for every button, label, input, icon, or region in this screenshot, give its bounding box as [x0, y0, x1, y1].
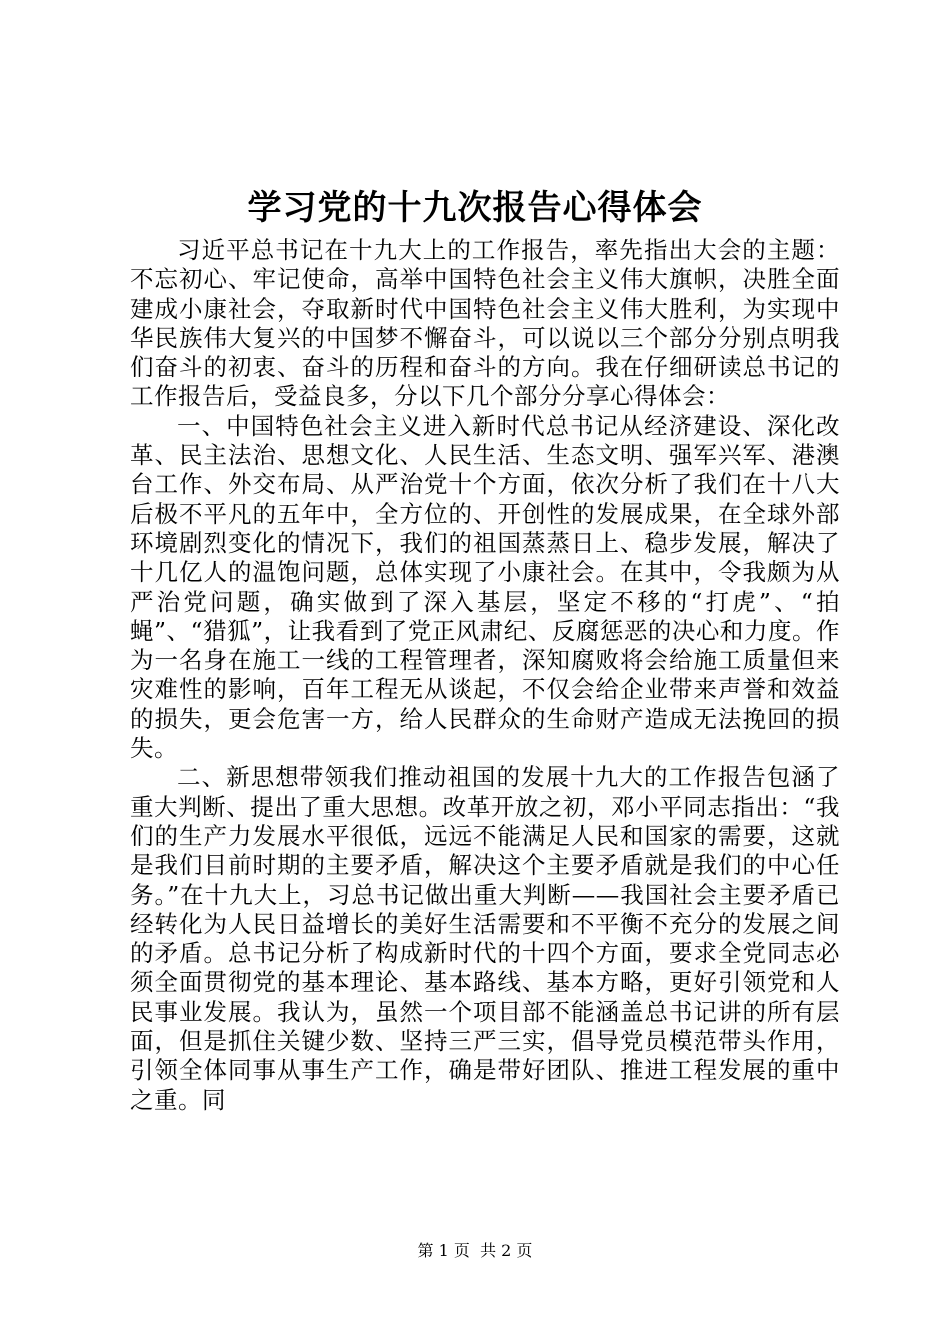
paragraph-section-1: 一、中国特色社会主义进入新时代总书记从经济建设、深化改革、民主法治、思想文化、人民生活、生态文明、强军兴军、港澳台工作、外交布局、从严治党十个方面，依次分析了我们在十八大后极不平凡的五年中，全方位的、开创性的发展成果，在全球外部环境剧烈变化的情况下，我们的祖国蒸蒸日上、稳步发展，解决了十几亿人的温饱问题，总体实现了小康社会。在其中，令我颇为从严治党问题，确实做到了深入基层，坚定不移的“打虎”、“拍蝇”、“猎狐”，让我看到了党正风肃纪、反腐惩恶的决心和力度。作为一名身在施工一线的工程管理者，深知腐败将会给施工质量但来灾难性的影响，百年工程无从谈起，不仅会给企业带来声誉和效益的损失，更会危害一方，给人民群众的生命财产造成无法挽回的损失。: [130, 411, 840, 763]
page-number: 第 1 页 共 2 页: [417, 1241, 533, 1260]
document-title: 学习党的十九次报告心得体会: [247, 188, 703, 228]
paragraph-section-2: 二、新思想带领我们推动祖国的发展十九大的工作报告包涵了重大判断、提出了重大思想。改革开放之初，邓小平同志指出：“我们的生产力发展水平很低，远远不能满足人民和国家的需要，这就是我们目前时期的主要矛盾，解决这个主要矛盾就是我们的中心任务。”在十九大上，习总书记做出重大判断——我国社会主要矛盾已经转化为人民日益增长的美好生活需要和不平衡不充分的发展之间的矛盾。总书记分析了构成新时代的十四个方面，要求全党同志必须全面贯彻党的基本理论、基本路线、基本方略，更好引领党和人民事业发展。我认为，虽然一个项目部不能涵盖总书记讲的所有层面，但是抓住关键少数、坚持三严三实，倡导党员模范带头作用，引领全体同事从事生产工作，确是带好团队、推进工程发展的重中之重。同: [130, 763, 840, 1114]
page-footer: [0, 1239, 950, 1263]
document-body: [130, 236, 840, 1115]
paragraph-intro: 习近平总书记在十九大上的工作报告，率先指出大会的主题：不忘初心、牢记使命，高举中国特色社会主义伟大旗帜，决胜全面建成小康社会，夺取新时代中国特色社会主义伟大胜利，为实现中华民族伟大复兴的中国梦不懈奋斗，可以说以三个部分分别点明我们奋斗的初衷、奋斗的历程和奋斗的方向。我在仔细研读总书记的工作报告后，受益良多，分以下几个部分分享心得体会：: [130, 236, 840, 411]
